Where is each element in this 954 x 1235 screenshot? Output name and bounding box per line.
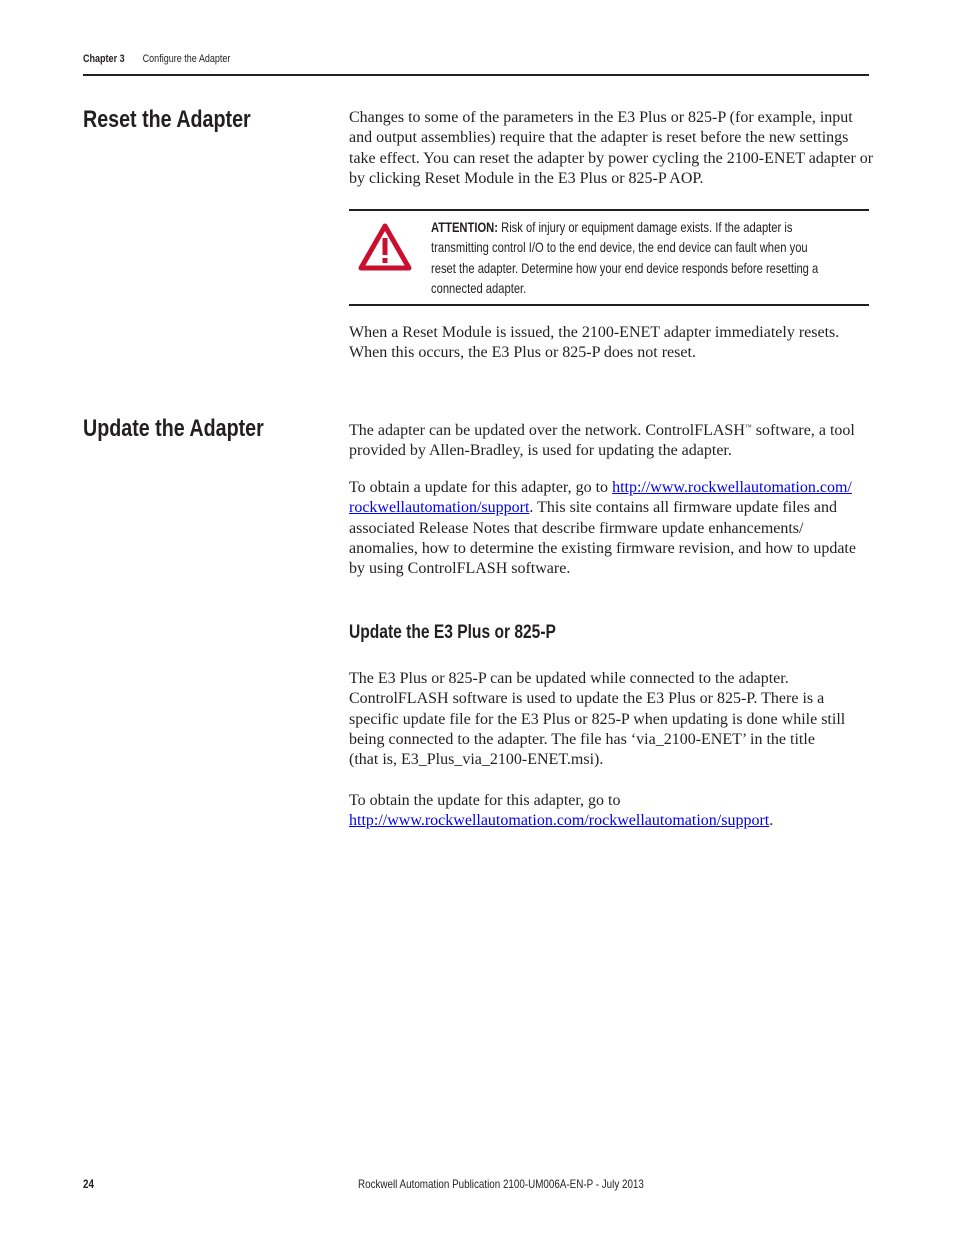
page-number: 24: [83, 1177, 94, 1191]
support-link[interactable]: http://www.rockwellautomation.com/rockwellautomation/support: [349, 812, 770, 830]
chapter-label: Chapter 3: [83, 53, 125, 65]
text-line: .: [769, 812, 774, 830]
running-header: [83, 53, 230, 65]
section-heading-update: Update the Adapter: [83, 415, 264, 442]
text-line: provided by Allen-Bradley, is used for updating the adapter.: [349, 442, 732, 460]
text-line: Changes to some of the parameters in the E3 Plus or 825-P (for example, input: [349, 109, 853, 126]
subsection-paragraph-1: [349, 669, 869, 770]
chapter-title: Configure the Adapter: [142, 53, 231, 65]
text-line: transmitting control I/O to the end device, the end device can fault when you: [431, 239, 808, 256]
attention-text: [431, 217, 818, 298]
trademark-symbol: ™: [744, 423, 752, 431]
support-link-part-2[interactable]: rockwellautomation/support: [349, 499, 530, 517]
text-line: by using ControlFLASH software.: [349, 560, 571, 578]
text-line: connected adapter.: [431, 279, 527, 296]
text-line: When a Reset Module is issued, the 2100-ENET adapter immediately resets.: [349, 324, 840, 341]
text-line: ControlFLASH software is used to update the E3 Plus or 825-P. There is a: [349, 690, 825, 708]
text-line: To obtain the update for this adapter, go to: [349, 792, 621, 809]
text-line: The adapter can be updated over the network. ControlFLASH: [349, 422, 745, 439]
text-line: To obtain a update for this adapter, go to: [349, 479, 613, 496]
publication-footer: Rockwell Automation Publication 2100-UM006A-EN-P - July 2013: [358, 1177, 644, 1191]
text-line: by clicking Reset Module in the E3 Plus or 825-P AOP.: [349, 169, 704, 187]
reset-paragraph-1: [349, 108, 874, 189]
support-link-part-1[interactable]: http://www.rockwellautomation.com/: [612, 479, 852, 496]
subsection-paragraph-2: [349, 791, 869, 832]
text-line: and output assemblies) require that the adapter is reset before the new settings: [349, 129, 849, 147]
text-line: associated Release Notes that describe firmware update enhancements/: [349, 519, 804, 537]
subsection-heading: Update the E3 Plus or 825-P: [349, 622, 556, 643]
header-rule: [83, 74, 869, 76]
text-line: anomalies, how to determine the existing firmware revision, and how to update: [349, 539, 856, 557]
text-line: (that is, E3_Plus_via_2100-ENET.msi).: [349, 751, 604, 769]
text-line: The E3 Plus or 825-P can be updated while connected to the adapter.: [349, 670, 789, 687]
text-line: Risk of injury or equipment damage exists. If the adapter is: [497, 219, 793, 235]
reset-paragraph-2: [349, 323, 869, 364]
attention-box: [349, 209, 869, 306]
text-line: specific update file for the E3 Plus or 825-P when updating is done while still: [349, 710, 846, 728]
update-paragraph-2: [349, 478, 869, 579]
section-heading-reset: Reset the Adapter: [83, 106, 251, 133]
warning-triangle-icon: [358, 223, 412, 271]
text-line: . This site contains all firmware update files and: [529, 499, 838, 517]
text-line: software, a tool: [751, 422, 855, 439]
attention-label: ATTENTION:: [431, 219, 498, 235]
update-paragraph-1: [349, 417, 869, 462]
text-line: reset the adapter. Determine how your end device responds before resetting a: [431, 259, 819, 276]
text-line: take effect. You can reset the adapter by power cycling the 2100-ENET adapter or: [349, 149, 874, 167]
text-line: When this occurs, the E3 Plus or 825-P does not reset.: [349, 344, 696, 362]
text-line: being connected to the adapter. The file has ‘via_2100-ENET’ in the title: [349, 730, 815, 748]
